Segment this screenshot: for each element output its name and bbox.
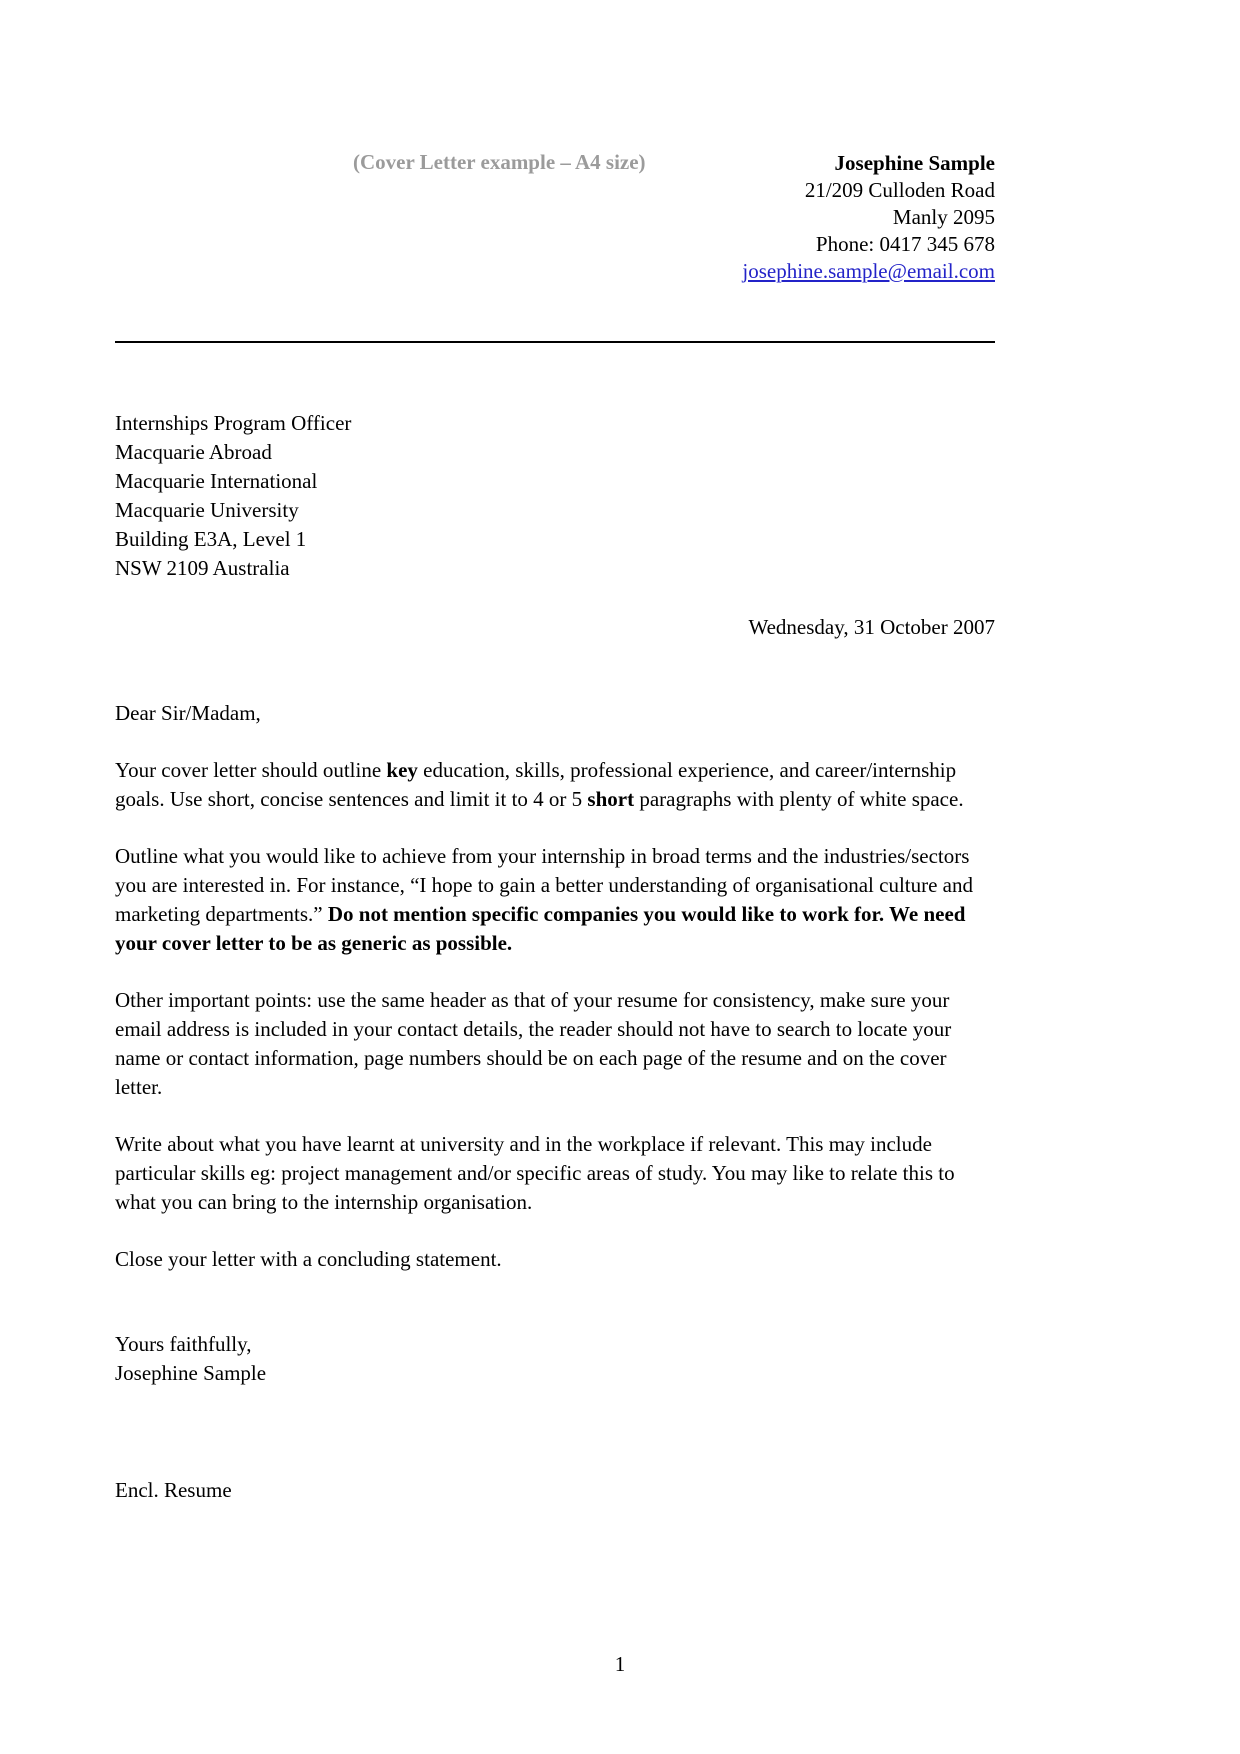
body-paragraph (115, 1130, 995, 1217)
letter-body (115, 756, 995, 1274)
salutation: Dear Sir/Madam, (115, 701, 261, 725)
letter-header (115, 0, 995, 285)
recipient-line: Macquarie International (115, 469, 318, 493)
body-paragraph (115, 842, 995, 958)
sender-address-line1: 21/209 Culloden Road (804, 178, 995, 202)
body-paragraph (115, 986, 995, 1102)
text-run: Other important points: use the same header as that of your resume for consistency, make sure your email address is included in your contact details, the reader should not have to search to locate your name or contact information, page numbers should be on each page of the resume and on the cover letter. (115, 988, 952, 1099)
recipient-line: Macquarie Abroad (115, 440, 272, 464)
recipient-block (115, 409, 995, 583)
sender-address-line2: Manly 2095 (892, 205, 995, 229)
text-run: Close your letter with a concluding statement. (115, 1247, 502, 1271)
closing-block (115, 1330, 995, 1388)
bold-text-run: short (587, 787, 635, 811)
sender-name: Josephine Sample (834, 151, 995, 175)
bold-text-run: Do not mention specific companies you would like to work for. We need your cover letter to be as generic as possible. (115, 902, 966, 955)
recipient-line: Macquarie University (115, 498, 299, 522)
sender-email-link[interactable]: josephine.sample@email.com (742, 259, 995, 283)
valediction: Yours faithfully, (115, 1332, 252, 1356)
bold-text-run: key (386, 758, 418, 782)
enclosure-note: Encl. Resume (115, 1478, 232, 1502)
signature-name: Josephine Sample (115, 1361, 267, 1385)
recipient-line: NSW 2109 Australia (115, 556, 290, 580)
text-run: Outline what you would like to achieve from your internship in broad terms and the industries/sectors you are interested in. For instance, “I hope to gain a better understanding of organisational culture and marketing departments.” (115, 844, 974, 926)
body-paragraph (115, 1245, 995, 1274)
sender-phone: Phone: 0417 345 678 (815, 232, 995, 256)
text-run: Write about what you have learnt at university and in the workplace if relevant. This may include particular skills eg: project management and/or specific areas of study. You may like to relate this to what you can bring to the internship organisation. (115, 1132, 955, 1214)
body-paragraph (115, 756, 995, 814)
recipient-line: Internships Program Officer (115, 411, 352, 435)
page-number: 1 (614, 1652, 626, 1676)
header-divider (115, 341, 995, 343)
letter-date: Wednesday, 31 October 2007 (748, 615, 995, 639)
letter-content (115, 0, 995, 1505)
cover-letter-example-watermark: (Cover Letter example – A4 size) (353, 150, 646, 174)
text-run: education, skills, professional experience, and career/internship goals. Use short, concise sentences and limit it to 4 or 5 (115, 758, 957, 811)
recipient-line: Building E3A, Level 1 (115, 527, 307, 551)
text-run: Your cover letter should outline (115, 758, 387, 782)
text-run: paragraphs with plenty of white space. (634, 787, 964, 811)
